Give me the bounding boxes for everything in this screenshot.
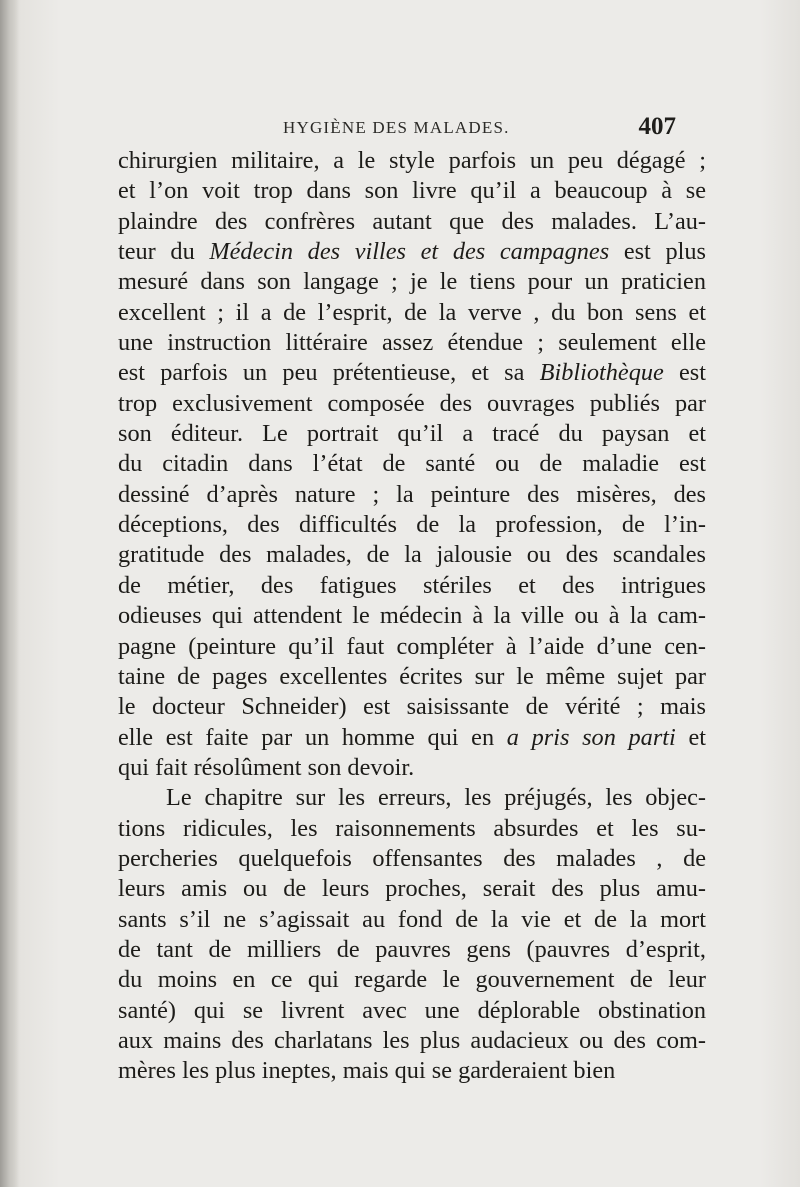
text-line: qui fait résolûment son devoir. — [118, 753, 415, 781]
text-line: le docteur Schneider) est saisissante de vérité ; mais — [118, 693, 706, 721]
text-line: du citadin dans l’état de santé ou de maladie est — [118, 450, 706, 478]
text-line: leurs amis ou de leurs proches, serait des plus amu- — [118, 875, 706, 903]
text-line: du moins en ce qui regarde le gouvernement de leur — [118, 966, 706, 994]
page-header — [120, 113, 676, 147]
text-line: pagne (peinture qu’il faut compléter à l’aide d’une cen- — [118, 632, 706, 660]
text-line: percheries quelquefois offensantes des malades , de — [118, 844, 706, 872]
text-line: Le chapitre sur les erreurs, les préjugés, les objec- — [166, 784, 706, 812]
text-line: santé) qui se livrent avec une déplorable obstination — [118, 996, 706, 1024]
text-line: trop exclusivement composée des ouvrages publiés par — [118, 389, 706, 417]
italic-title: a pris son parti — [506, 723, 676, 751]
text-line: est parfois un peu prétentieuse, et sa Bibliothèque est — [118, 359, 706, 387]
text-line: elle est faite par un homme qui en a pris son parti et — [118, 723, 707, 751]
text-line: teur du Médecin des villes et des campagnes est plus — [118, 238, 706, 266]
text-line: tions ridicules, les raisonnements absurdes et les su- — [118, 814, 706, 842]
book-gutter-shadow — [0, 0, 20, 1187]
running-title: HYGIÈNE DES MALADES. — [283, 118, 510, 137]
text-line: dessiné d’après nature ; la peinture des misères, des — [118, 480, 706, 508]
text-line: gratitude des malades, de la jalousie ou des scandales — [118, 541, 706, 569]
text-line: et l’on voit trop dans son livre qu’il a beaucoup à se — [118, 177, 706, 205]
italic-title: Bibliothèque — [539, 359, 664, 387]
text-line: une instruction littéraire assez étendue ; seulement elle — [118, 329, 706, 357]
text-line: son éditeur. Le portrait qu’il a tracé du paysan et — [118, 420, 706, 448]
text-line: excellent ; il a de l’esprit, de la verve , du bon sens et — [118, 298, 706, 326]
text-line: mères les plus ineptes, mais qui se garderaient bien — [118, 1057, 616, 1085]
text-line: déceptions, des difficultés de la profession, de l’in- — [118, 511, 706, 539]
text-line: plaindre des confrères autant que des malades. L’au- — [118, 207, 706, 235]
text-line: chirurgien militaire, a le style parfois un peu dégagé ; — [118, 147, 706, 174]
text-line: taine de pages excellentes écrites sur le même sujet par — [118, 662, 706, 690]
text-line: sants s’il ne s’agissait au fond de la vie et de la mort — [118, 905, 706, 933]
text-line: de tant de milliers de pauvres gens (pauvres d’esprit, — [118, 935, 706, 963]
text-line: de métier, des fatigues stériles et des intrigues — [118, 571, 706, 599]
text-line: odieuses qui attendent le médecin à la ville ou à la cam- — [118, 602, 706, 630]
text-line: aux mains des charlatans les plus audacieux ou des com- — [118, 1026, 706, 1054]
italic-title: Médecin des villes et des campagnes — [209, 238, 610, 266]
body-text — [118, 146, 706, 1087]
text-line: mesuré dans son langage ; je le tiens pour un praticien — [118, 268, 706, 296]
page-number: 407 — [638, 113, 676, 140]
